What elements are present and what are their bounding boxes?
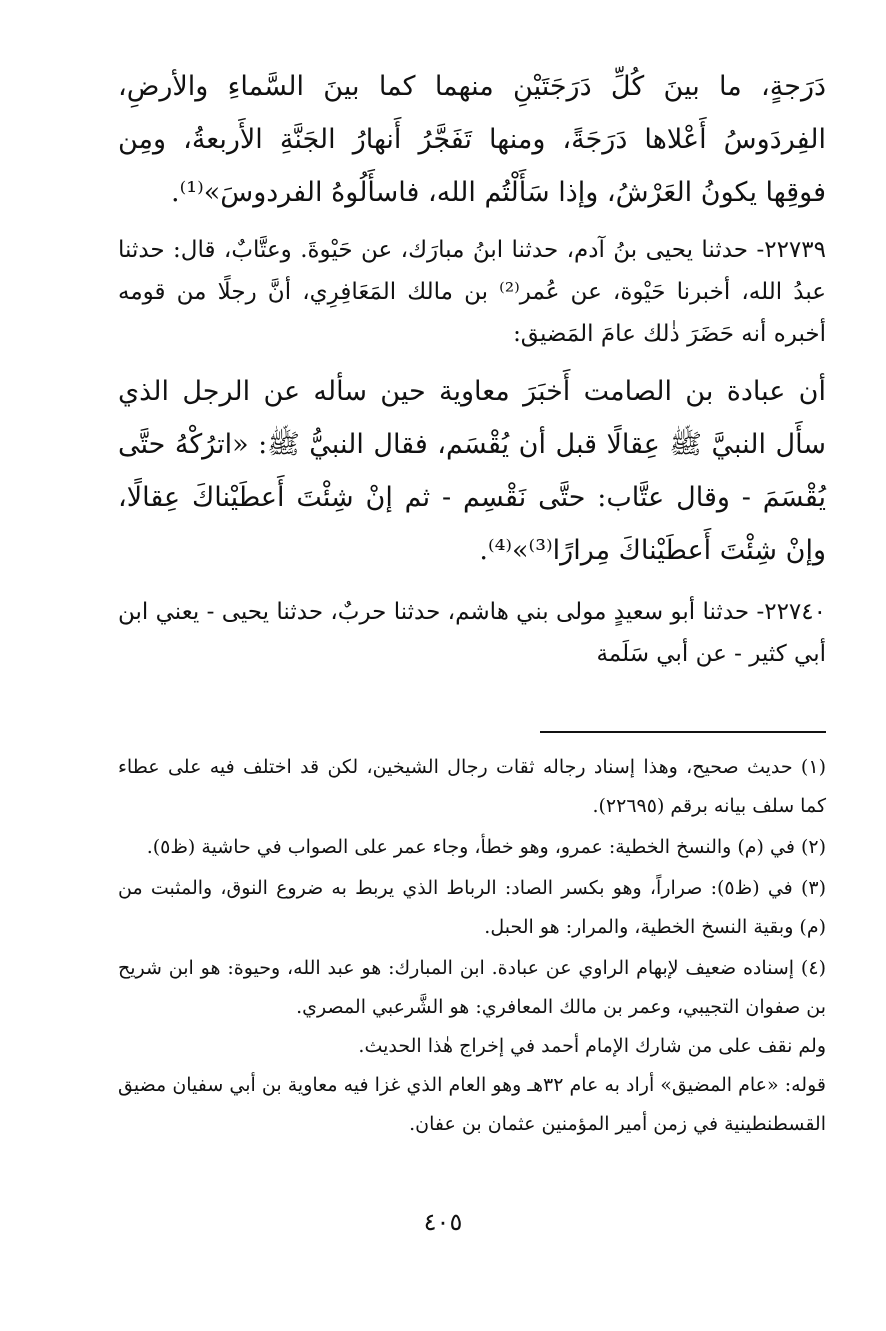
footnote-4-explanation: قوله: «عام المضيق» أراد به عام ٣٢هـ وهو العام الذي غزا فيه معاوية بن أبي سفيان مضيق القسطنطينية في زمن أمير المؤمنين عثمان بن عفان. — [118, 1074, 826, 1135]
footnotes — [118, 748, 826, 1144]
footnote-separator — [540, 731, 826, 733]
page-number: ٤٠٥ — [423, 1208, 463, 1236]
spacer — [118, 219, 826, 229]
footnote-2: (٢) في (م) والنسخ الخطية: عمرو، وهو خطأ، وجاء عمر على الصواب في حاشية (ظ٥). — [146, 836, 826, 858]
footnote-4: (٤) إسناده ضعيف لإبهام الراوي عن عبادة. ابن المبارك: هو عبد الله، وحيوة: هو ابن شريح بن صفوان التجيبي، وعمر بن مالك المعافري: هو الشَّرعبي المصري. — [118, 957, 826, 1018]
main-text — [118, 60, 826, 675]
spacer — [118, 577, 826, 591]
hadith-text-continuation: دَرَجةٍ، ما بينَ كُلِّ دَرَجَتَيْنِ منهما كما بينَ السَّماءِ والأرضِ، الفِردَوسُ أَعْلاها دَرَجَةً، ومنها تَفَجَّرُ أَنهارُ الجَنَّةِ الأَربعةُ، ومِن فوقِها يكونُ العَرْشُ، وإذا سَأَلْتُم الله، فاسأَلُوهُ الفردوسَ»⁽¹⁾. — [118, 71, 826, 208]
footnote-4-note: ولم نقف على من شارك الإمام أحمد في إخراج هٰذا الحديث. — [358, 1035, 826, 1057]
hadith-22739-matn: أن عبادة بن الصامت أَخبَرَ معاوية حين سأله عن الرجل الذي سأَل النبيَّ ﷺ عِقالًا قبل أن يُقْسَم، فقال النبيُّ ﷺ: «اترُكْهُ حتَّى يُقْسَمَ - وقال عتَّاب: حتَّى نَقْسِم - ثم إنْ شِئْتَ أَعطَيْناكَ عِقالًا، وإنْ شِئْتَ أَعطَيْناكَ مِرارًا⁽³⁾»⁽⁴⁾. — [118, 376, 826, 566]
spacer — [118, 355, 826, 365]
hadith-22740-isnad: ٢٢٧٤٠- حدثنا أبو سعيدٍ مولى بني هاشم، حدثنا حربٌ، حدثنا يحيى - يعني ابن أبي كثير - عن أبي سَلَمة — [118, 599, 826, 667]
hadith-22739-isnad: ٢٢٧٣٩- حدثنا يحيى بنُ آدم، حدثنا ابنُ مبارَك، عن حَيْوةَ. وعتَّابٌ، قال: حدثنا عبدُ الله، أخبرنا حَيْوة، عن عُمر⁽²⁾ بن مالك المَعَافِرِي، أنَّ رجلًا من قومه أخبره أنه حَضَرَ ذٰلك عامَ المَضيق: — [118, 237, 826, 347]
footnote-1: (١) حديث صحيح، وهذا إسناد رجاله ثقات رجال الشيخين، لكن قد اختلف فيه على عطاء كما سلف بيانه برقم (٢٢٦٩٥). — [118, 756, 826, 817]
footnote-3: (٣) في (ظ٥): صراراً، وهو بكسر الصاد: الرباط الذي يربط به ضروع النوق، والمثبت من (م) وبقية النسخ الخطية، والمرار: هو الحبل. — [118, 877, 826, 938]
